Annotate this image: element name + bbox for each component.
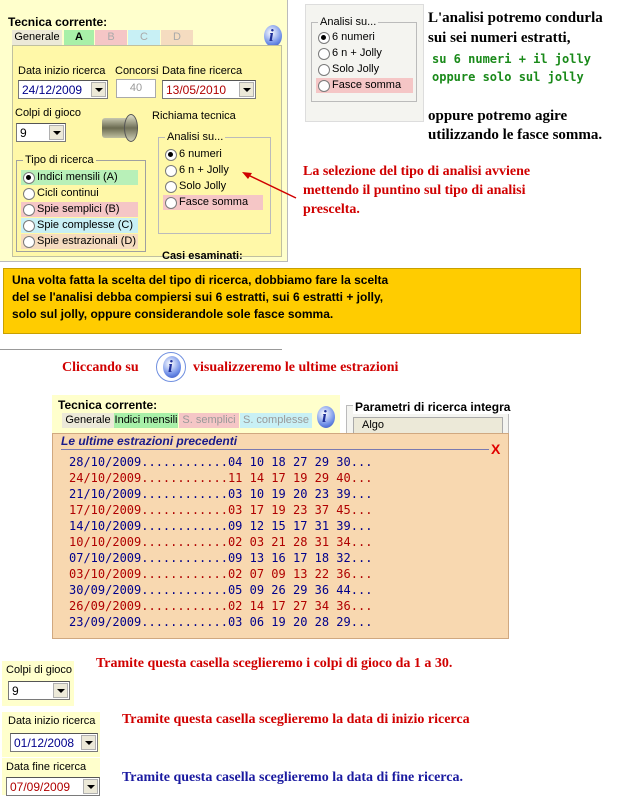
radio-fasce-somma[interactable] — [316, 78, 413, 93]
radio-label: 6 n + Jolly — [179, 164, 229, 176]
radio-cicli-continui[interactable] — [21, 186, 138, 201]
chevron-down-icon[interactable] — [83, 779, 98, 794]
radio-label: Spie complesse (C) — [37, 219, 133, 231]
note-top-4: utilizzando le fasce somma. — [428, 127, 603, 143]
tab-bar-2 — [62, 413, 312, 428]
radio-spie-semplici[interactable] — [21, 202, 138, 217]
concorsi-label: Concorsi — [115, 65, 159, 77]
flashlight-icon[interactable] — [96, 112, 142, 144]
estrazione-row: 23/09/2009............03 06 19 20 28 29... — [69, 615, 373, 629]
close-button[interactable]: X — [491, 441, 501, 457]
colpi-select[interactable] — [16, 123, 66, 142]
tab-a[interactable]: A — [64, 30, 94, 45]
chevron-down-icon[interactable] — [53, 683, 68, 698]
info-box — [3, 268, 581, 334]
inizio-small-label: Data inizio ricerca — [8, 715, 96, 727]
tecnica-panel-2 — [52, 395, 340, 433]
note-code-1: su 6 numeri + il jolly — [432, 52, 591, 66]
analisi-title: Analisi su... — [167, 131, 224, 143]
colpi-small-panel — [2, 661, 74, 706]
inizio-small-select[interactable] — [10, 733, 98, 752]
chevron-down-icon[interactable] — [81, 735, 96, 750]
chevron-down-icon[interactable] — [49, 125, 64, 140]
arrow-icon — [238, 168, 300, 202]
colpi-value: 9 — [20, 126, 27, 140]
note-sel-2: mettendo il puntino sul tipo di analisi — [303, 183, 526, 198]
radio-label: Solo Jolly — [179, 180, 227, 192]
data-fine-label: Data fine ricerca — [162, 65, 243, 77]
richiama-label: Richiama tecnica — [152, 110, 236, 122]
inizio-note: Tramite questa casella sceglieremo la data di inizio ricerca — [122, 712, 470, 727]
tab-indici-mensili[interactable]: Indici mensili — [114, 414, 178, 426]
data-fine-value: 13/05/2010 — [166, 83, 227, 97]
info-box-line-2: del se l'analisi debba compiersi sui 6 estratti, sui 6 estratti + jolly, — [12, 290, 384, 304]
info-box-line-1: Una volta fatta la scelta del tipo di ricerca, dobbiamo fare la scelta — [12, 273, 389, 287]
tecnica-panel — [0, 0, 288, 262]
tab-s-complesse[interactable]: S. complesse — [240, 413, 312, 428]
params-title: Parametri di ricerca integra — [355, 400, 511, 414]
estrazione-row: 26/09/2009............02 14 17 27 34 36... — [69, 599, 373, 613]
tab-c[interactable]: C — [128, 30, 160, 45]
radio-solo-jolly[interactable] — [316, 62, 413, 77]
chevron-down-icon[interactable] — [239, 82, 254, 97]
inizio-small-value: 01/12/2008 — [14, 736, 75, 750]
click-note-post: visualizzeremo le ultime estrazioni — [193, 360, 399, 375]
estrazione-row: 07/10/2009............09 13 16 17 18 32... — [69, 551, 373, 565]
radio-label: Fasce somma — [179, 196, 249, 208]
radio-label: Indici mensili (A) — [37, 171, 118, 183]
colpi-small-label: Colpi di gioco — [6, 664, 73, 676]
fine-small-value: 07/09/2009 — [10, 780, 71, 794]
chevron-down-icon[interactable] — [91, 82, 106, 97]
info-icon[interactable] — [317, 406, 335, 428]
params-group — [346, 400, 511, 435]
data-fine-select[interactable] — [162, 80, 256, 99]
fine-small-panel — [2, 758, 100, 795]
analisi-panel — [305, 4, 424, 122]
data-inizio-label: Data inizio ricerca — [18, 65, 106, 77]
radio-label: 6 n + Jolly — [332, 47, 382, 59]
fine-note: Tramite questa casella sceglieremo la data di fine ricerca. — [122, 770, 463, 785]
colpi-small-value: 9 — [12, 684, 19, 698]
tab-bar — [12, 30, 192, 45]
tab-b[interactable]: B — [95, 30, 127, 45]
colpi-label: Colpi di gioco — [15, 107, 82, 119]
tipo-ricerca-group — [16, 154, 146, 252]
info-box-line-3: solo sul jolly, oppure considerandole sole fasce somma. — [12, 307, 334, 321]
info-icon-large — [156, 352, 186, 382]
radio-label: Solo Jolly — [332, 63, 380, 75]
analisi-title-2: Analisi su... — [320, 16, 377, 28]
radio-spie-estrazionali[interactable] — [21, 234, 138, 249]
radio-label: Cicli continui — [37, 187, 99, 199]
radio-label: Spie estrazionali (D) — [37, 235, 137, 247]
estrazione-row: 14/10/2009............09 12 15 17 31 39... — [69, 519, 373, 533]
tipo-ricerca-title: Tipo di ricerca — [25, 154, 94, 166]
info-icon[interactable] — [264, 25, 282, 47]
note-top-1: L'analisi potremo condurla — [428, 10, 603, 26]
algo-header: Algo — [353, 417, 503, 434]
estrazione-row: 21/10/2009............03 10 19 20 23 39... — [69, 487, 373, 501]
tab-d[interactable]: D — [161, 30, 193, 45]
data-inizio-value: 24/12/2009 — [22, 83, 83, 97]
radio-label: 6 numeri — [179, 148, 222, 160]
popup-title-line — [61, 449, 489, 450]
note-code-2: oppure solo sul jolly — [432, 70, 584, 84]
estrazione-row: 28/10/2009............04 10 18 27 29 30... — [69, 455, 373, 469]
colpi-small-select[interactable] — [8, 681, 70, 700]
radio-indici-mensili[interactable] — [21, 170, 138, 185]
click-note-pre: Cliccando su — [62, 360, 139, 375]
tab-s-semplici[interactable]: S. semplici — [179, 413, 239, 428]
fine-small-label: Data fine ricerca — [6, 761, 87, 773]
radio-6-numeri[interactable] — [163, 147, 263, 162]
radio-6-numeri[interactable] — [316, 30, 413, 45]
tecnica-title: Tecnica corrente: — [8, 15, 108, 29]
tab-generale[interactable]: Generale — [12, 30, 62, 45]
note-top-3: oppure potremo agire — [428, 108, 568, 124]
radio-label: Spie semplici (B) — [37, 203, 120, 215]
radio-spie-complesse[interactable] — [21, 218, 138, 233]
radio-6n-jolly[interactable] — [316, 46, 413, 61]
inizio-small-panel — [2, 712, 100, 757]
estrazione-row: 17/10/2009............03 17 19 23 37 45... — [69, 503, 373, 517]
estrazione-row: 30/09/2009............05 09 26 29 36 44... — [69, 583, 373, 597]
note-sel-1: La selezione del tipo di analisi avviene — [303, 164, 531, 179]
tab-generale[interactable]: Generale — [62, 413, 114, 428]
fine-small-select[interactable] — [6, 777, 100, 796]
concorsi-field[interactable]: 40 — [116, 79, 156, 98]
radio-label: Fasce somma — [332, 79, 402, 91]
estrazione-row: 03/10/2009............02 07 09 13 22 36... — [69, 567, 373, 581]
estrazione-row: 24/10/2009............11 14 17 19 29 40... — [69, 471, 373, 485]
colpi-note: Tramite questa casella sceglieremo i colpi di gioco da 1 a 30. — [96, 656, 453, 671]
info-icon — [163, 356, 181, 378]
estrazione-row: 10/10/2009............02 03 21 28 31 34... — [69, 535, 373, 549]
note-sel-3: prescelta. — [303, 202, 360, 217]
analisi-group-2 — [311, 16, 417, 102]
tecnica-title-2: Tecnica corrente: — [58, 398, 158, 412]
casi-label: Casi esaminati: — [162, 250, 243, 262]
divider — [0, 349, 282, 350]
note-top-2: sui sei numeri estratti, — [428, 30, 571, 46]
radio-label: 6 numeri — [332, 31, 375, 43]
popup-title: Le ultime estrazioni precedenti — [61, 434, 238, 448]
data-inizio-select[interactable] — [18, 80, 108, 99]
